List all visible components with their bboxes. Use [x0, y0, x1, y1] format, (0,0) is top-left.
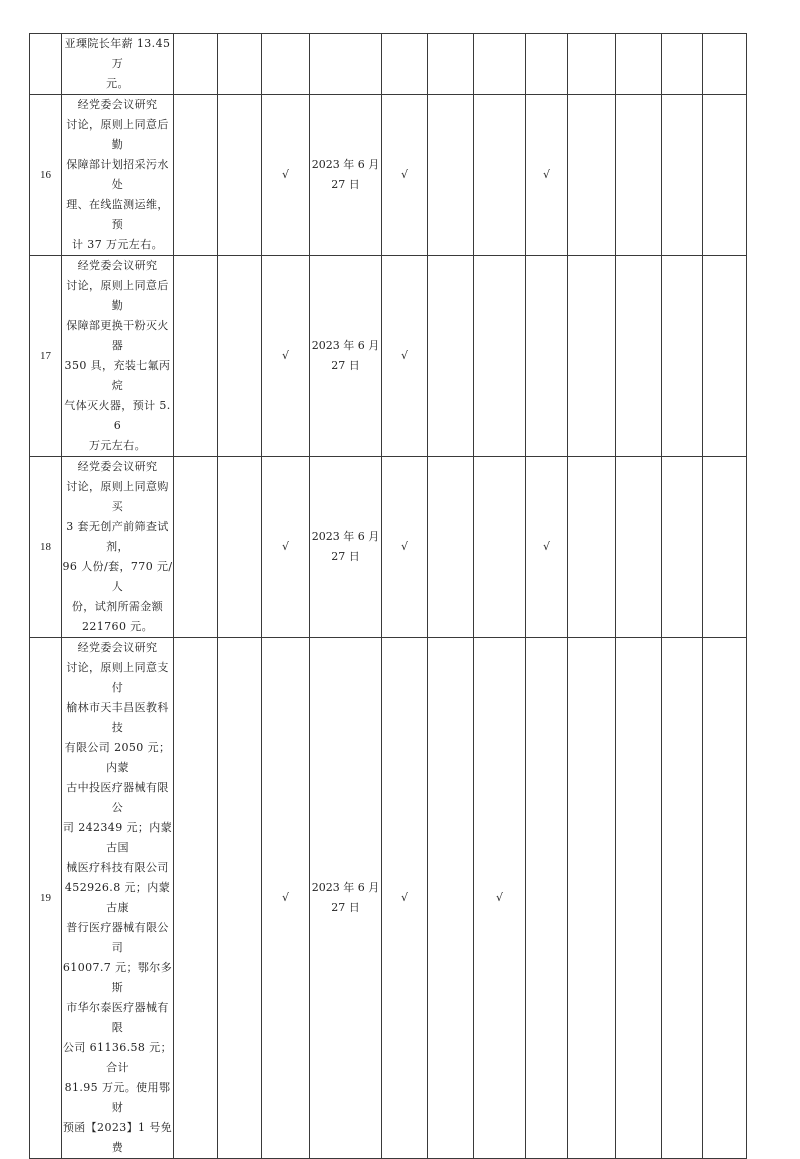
- row-number-cell: [30, 34, 62, 95]
- description-cell: [62, 34, 174, 95]
- check-mark: √: [262, 95, 310, 256]
- table-row: [30, 256, 747, 457]
- table-row: [30, 457, 747, 638]
- table-row: [30, 95, 747, 256]
- date-cell: 2023 年 6 月 27 日: [310, 457, 382, 638]
- check-mark: √: [382, 457, 428, 638]
- table-row: [30, 638, 747, 1159]
- date-cell: 2023 年 6 月 27 日: [310, 638, 382, 1159]
- check-mark: √: [262, 256, 310, 457]
- check-mark: √: [262, 457, 310, 638]
- table-row-continued: [30, 34, 747, 95]
- check-mark: √: [382, 638, 428, 1159]
- date-cell: 2023 年 6 月 27 日: [310, 256, 382, 457]
- check-mark: √: [262, 638, 310, 1159]
- date-cell: 2023 年 6 月 27 日: [310, 95, 382, 256]
- row-number: 17: [30, 256, 62, 457]
- description-cell: 经党委会议研究 讨论，原则上同意后勤 保障部更换干粉灭火器 350 具，充装七氟丙烷 气体灭火器，预计 5.6 万元左右。: [62, 256, 174, 457]
- description-cell: 经党委会议研究 讨论，原则上同意购买 3 套无创产前筛查试剂， 96 人份/套，770 元/人 份，试剂所需金额 221760 元。: [62, 457, 174, 638]
- check-mark: √: [382, 95, 428, 256]
- check-mark: √: [474, 638, 526, 1159]
- description-text: 亚瑮院长年薪 13.45 万: [64, 37, 171, 70]
- check-mark: √: [526, 95, 568, 256]
- check-mark: √: [526, 457, 568, 638]
- decision-table: [29, 33, 747, 1159]
- description-cell: 经党委会议研究 讨论，原则上同意后勤 保障部计划招采污水处 理、在线监测运维，预 计 37 万元左右。: [62, 95, 174, 256]
- row-number: 18: [30, 457, 62, 638]
- row-number: 19: [30, 638, 62, 1159]
- check-mark: √: [382, 256, 428, 457]
- description-text-tail: 元。: [106, 77, 129, 90]
- description-cell: 经党委会议研究 讨论，原则上同意支付 榆林市天丰昌医教科技 有限公司 2050 元；内蒙 古中投医疗器械有限公 司 242349 元；内蒙古国 械医疗科技有限公司 452926.8 元；内蒙古康 普行医疗器械有限公司 61007.7 元；鄂尔多斯 市华尔泰医疗器械有限 公司 61136.58 元；合计 81.95 万元。使用鄂财 预函【2023】1 号免费: [62, 638, 174, 1159]
- row-number: 16: [30, 95, 62, 256]
